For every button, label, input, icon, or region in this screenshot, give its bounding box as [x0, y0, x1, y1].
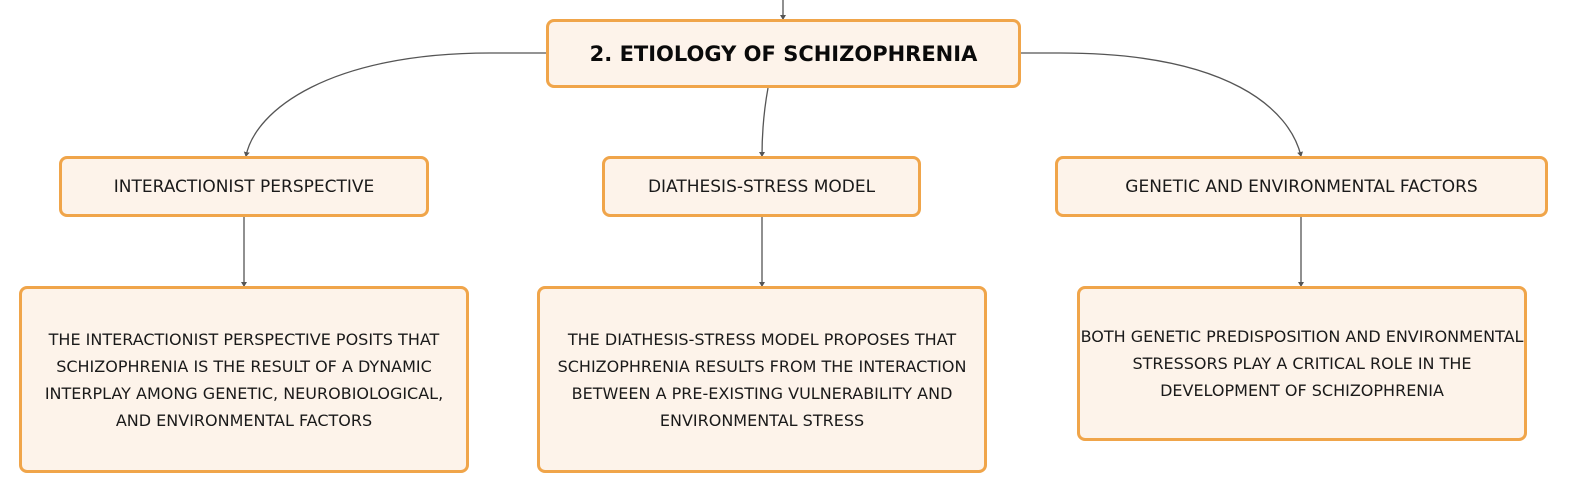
description-text: BOTH GENETIC PREDISPOSITION AND ENVIRONMENTAL STRESSORS PLAY A CRITICAL ROLE IN THE DEVELOPMENT OF SCHIZOPHRENIA: [1080, 327, 1524, 400]
description-text: THE INTERACTIONIST PERSPECTIVE POSITS THAT SCHIZOPHRENIA IS THE RESULT OF A DYNAMIC INTERPLAY AMONG GENETIC, NEUROBIOLOGICAL, AND ENVIRONMENTAL FACTORS: [44, 329, 444, 430]
branch-node-interactionist-perspective[interactable]: [59, 156, 429, 217]
connector-root-to-interactionist: [246, 53, 546, 156]
description-node-diathesis-stress-model[interactable]: [537, 286, 987, 473]
branch-node-label: INTERACTIONIST PERSPECTIVE: [113, 176, 375, 197]
connector-root-to-diathesis: [762, 88, 768, 156]
branch-node-label: DIATHESIS-STRESS MODEL: [647, 176, 876, 197]
description-text: THE DIATHESIS-STRESS MODEL PROPOSES THAT SCHIZOPHRENIA RESULTS FROM THE INTERACTION BETWEEN A PRE-EXISTING VULNERABILITY AND ENVIRONMENTAL STRESS: [557, 329, 967, 430]
description-node-genetic-environmental-factors[interactable]: [1077, 286, 1527, 441]
branch-node-genetic-environmental-factors[interactable]: [1055, 156, 1548, 217]
branch-node-label: GENETIC AND ENVIRONMENTAL FACTORS: [1125, 176, 1478, 197]
root-node[interactable]: [546, 19, 1021, 88]
description-node-interactionist-perspective[interactable]: [19, 286, 469, 473]
branch-node-diathesis-stress-model[interactable]: [602, 156, 921, 217]
root-node-label: 2. ETIOLOGY OF SCHIZOPHRENIA: [589, 41, 978, 66]
connector-root-to-genetic: [1021, 53, 1301, 156]
